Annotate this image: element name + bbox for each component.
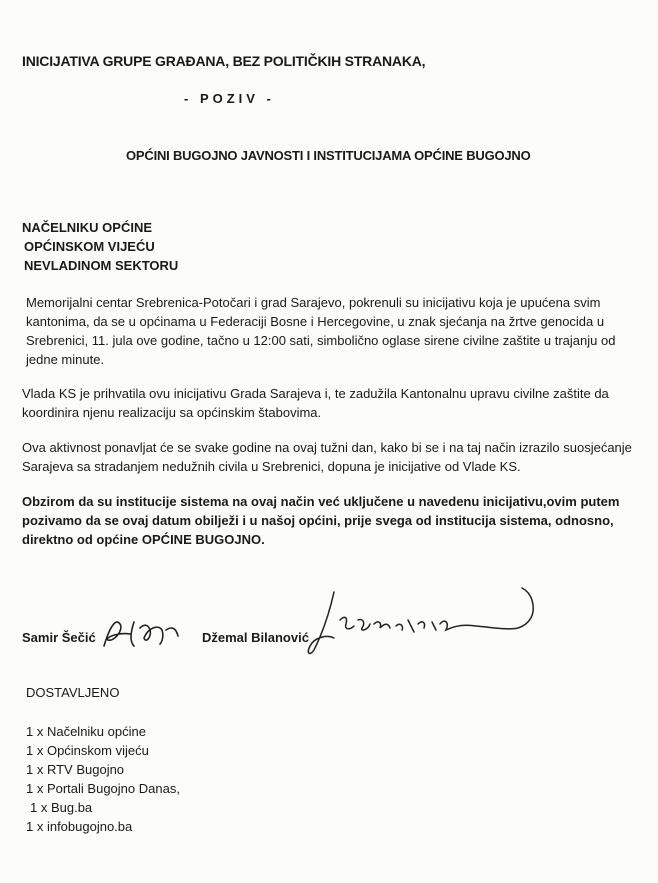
recipient-line: NAČELNIKU OPĆINE [22,220,153,235]
distribution-list [26,722,180,836]
distribution-item: 1 x Bug.ba [30,800,93,815]
distribution-item: 1 x RTV Bugojno [26,762,125,777]
distribution-item: 1 x infobugojno.ba [26,819,133,834]
distribution-heading: DOSTAVLJENO [26,685,120,700]
signature-row [22,630,642,670]
distribution-item: 1 x Općinskom vijeću [26,743,149,758]
body-paragraph-3: Ova aktivnost ponavljat će se svake godine na ovaj tužni dan, kako bi se i na taj način izrazilo suosjećanje Sarajeva sa stradanjem nedužnih civila u Srebrenici, dopuna je inicijative od Vlade KS. [22,440,632,474]
distribution-item: 1 x Načelniku općine [26,724,146,739]
signature-2-handwritten [304,580,554,660]
addressed-to-heading: OPĆINI BUGOJNO JAVNOSTI I INSTITUCIJAMA OPĆINE BUGOJNO [126,148,531,163]
poziv-heading: - POZIV - [184,91,275,106]
distribution-item: 1 x Portali Bugojno Danas, [26,781,180,796]
signer-2-name: Džemal Bilanović [202,630,309,645]
body-paragraph-1: Memorijalni centar Srebrenica-Potočari i grad Sarajevo, pokrenuli su inicijativu koja je upućena svim kantonima, da se u općinama u Federaciji Bosne i Hercegovine, u znak sjećanja na žrtve genocida u Srebrenici, 11. jula ove godine, tačno u 12:00 sati, simbolično oglase sirene civilne zaštite u trajanju od jedne minute. [26,295,616,367]
body-paragraph-4: Obzirom da su institucije sistema na ovaj način već uključene u navedenu inicijativu,ovim putem pozivamo da se ovaj datum obilježi i u našoj općini, prije svega od institucija sistema, odnosno, direktno od općine OPĆINE BUGOJNO. [22,494,620,547]
recipient-line: OPĆINSKOM VIJEĆU [24,239,155,254]
organization-heading: INICIJATIVA GRUPE GRAĐANA, BEZ POLITIČKIH STRANAKA, [22,53,426,69]
signer-1-name: Samir Šečić [22,630,96,645]
recipients-block [22,218,178,275]
recipient-line: NEVLADINOM SEKTORU [24,258,179,273]
signature-1-handwritten [100,616,200,652]
body-paragraph-2: Vlada KS je prihvatila ovu inicijativu Grada Sarajeva i, te zadužila Kantonalnu upravu civilne zaštite da koordinira njenu realizaciju sa općinskim štabovima. [22,386,609,420]
